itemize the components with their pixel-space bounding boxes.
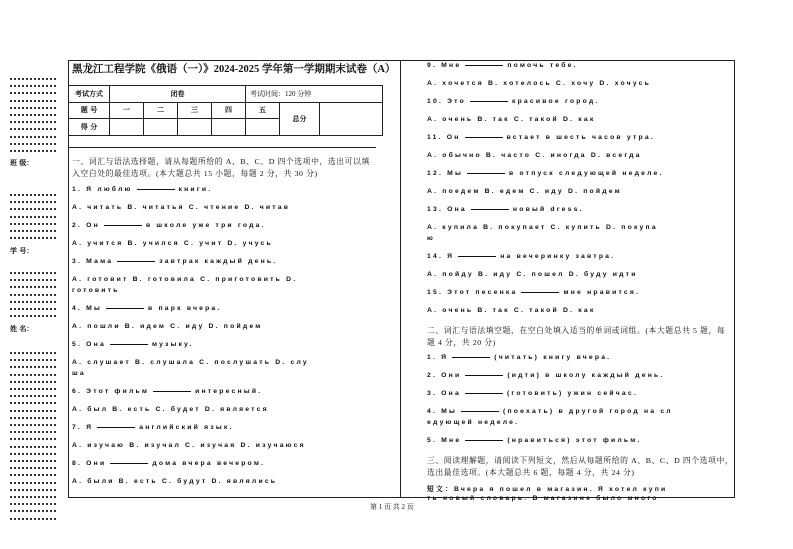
fill-question-5 xyxy=(427,437,642,444)
col-2: 二 xyxy=(144,102,178,119)
question-text: дома вчера вечером. xyxy=(152,460,266,467)
question-text: 11. Он xyxy=(427,134,461,141)
answer-options: A. изучаю B. изучал C. изучая D. изучаюся xyxy=(72,442,306,449)
answer-options: A. слушает B. слушала C. послушать D. слу xyxy=(72,359,309,366)
dotted-cut-line xyxy=(10,431,56,433)
answer-options: A. обычно B. часто C. иногда D. всегда xyxy=(427,152,642,159)
question-text: английский язык. xyxy=(139,424,234,431)
question-text: 9. Мне xyxy=(427,62,462,69)
question-text: (нравиться) этот фильм. xyxy=(507,437,642,444)
question-text: 5. Мне xyxy=(427,437,462,444)
dotted-cut-line xyxy=(10,230,56,232)
dotted-cut-line xyxy=(10,128,56,130)
answer-blank[interactable] xyxy=(465,440,503,441)
question-2 xyxy=(72,222,266,229)
dotted-cut-line xyxy=(10,482,56,484)
question-text: музыку. xyxy=(151,341,194,348)
question-text: 1. Я xyxy=(427,354,449,361)
question-text: 1. Я люблю xyxy=(72,186,133,193)
total-label: 总分 xyxy=(280,102,320,135)
question-text: 4. Мы xyxy=(72,305,103,312)
dotted-cut-line xyxy=(10,410,56,412)
dotted-cut-line xyxy=(10,136,56,138)
question-12 xyxy=(427,170,664,177)
fill-question-1 xyxy=(427,354,611,361)
answer-options: A. учится B. учился C. учит D. учусь xyxy=(72,240,273,247)
text-line: 题 4 分，共 20 分) xyxy=(427,338,496,347)
exam-mode-label: 考试方式 xyxy=(69,86,110,103)
dotted-cut-line xyxy=(10,496,56,498)
question-7 xyxy=(72,424,234,431)
question-text: на вечеринку завтра. xyxy=(500,253,616,260)
question-13 xyxy=(427,206,584,213)
answer-blank[interactable] xyxy=(465,137,503,138)
dotted-cut-line xyxy=(10,121,56,123)
dotted-cut-line xyxy=(10,417,56,419)
col-5: 五 xyxy=(246,102,280,119)
text-line: 一、词汇与语法选择题，请从每题所给的 A、B、C、D 四个选项中，选出可以填 xyxy=(72,157,370,166)
answer-options: A. очень B. так C. такой D. как xyxy=(427,307,596,314)
question-text: 10. Это xyxy=(427,98,466,105)
fill-question-3 xyxy=(427,390,638,397)
question-3 xyxy=(72,258,277,265)
text-line: едующей неделе. xyxy=(427,419,520,426)
dotted-cut-line xyxy=(10,315,56,317)
total-cell xyxy=(320,102,383,135)
question-text: красивое город. xyxy=(511,98,600,105)
dotted-cut-line xyxy=(10,279,56,281)
dotted-cut-line xyxy=(10,100,56,102)
answer-options: A. были B. есть C. будут D. являлись xyxy=(72,478,278,485)
answer-blank[interactable] xyxy=(97,427,135,428)
question-text: 2. Он xyxy=(72,222,100,229)
dotted-cut-line xyxy=(10,453,56,455)
question-text: в парк вчера. xyxy=(148,305,222,312)
question-text: 7. Я xyxy=(72,424,94,431)
answer-options: ю xyxy=(427,235,436,242)
question-text: встает в шесть часов утра. xyxy=(506,134,655,141)
dotted-cut-line xyxy=(10,446,56,448)
col-4: 四 xyxy=(212,102,246,119)
dotted-cut-line xyxy=(10,308,56,310)
exam-title: 黑龙江工程学院《俄语（一）》2024-2025 学年第一学期期末试卷（A） xyxy=(72,64,396,75)
dotted-cut-line xyxy=(10,474,56,476)
question-text: новый dress. xyxy=(512,206,584,213)
dotted-cut-line xyxy=(10,510,56,512)
answer-options: A. пошли B. идем C. иду D. пойдем xyxy=(72,323,263,330)
dotted-cut-line xyxy=(10,114,56,116)
student-id-label: 学 号： xyxy=(10,247,34,255)
answer-blank[interactable] xyxy=(117,261,155,262)
dotted-cut-line xyxy=(10,194,56,196)
question-text: 14. Я xyxy=(427,253,455,260)
dotted-cut-line xyxy=(10,286,56,288)
answer-blank[interactable] xyxy=(465,65,503,66)
answer-blank[interactable] xyxy=(110,344,148,345)
question-11 xyxy=(427,134,655,141)
question-text: 13. Она xyxy=(427,206,467,213)
answer-options: A. читать B. читатья C. чтение D. читав xyxy=(72,204,291,211)
dotted-cut-line xyxy=(10,143,56,145)
question-text: помочь тебе. xyxy=(507,62,578,69)
question-text: в школе уже три года. xyxy=(145,222,266,229)
dotted-cut-line xyxy=(10,381,56,383)
dotted-cut-line xyxy=(10,223,56,225)
answer-blank[interactable] xyxy=(470,101,508,102)
question-1 xyxy=(72,186,212,193)
answer-blank[interactable] xyxy=(110,463,148,464)
text-line: 三、阅读理解题，请阅读下列短文，然后从每题所给的 A、B、C、D 四个选项中， xyxy=(427,456,734,465)
score-cell xyxy=(246,119,280,136)
exam-mode: 闭卷 xyxy=(110,86,246,103)
question-text: 4. Мы xyxy=(427,408,458,415)
col-1: 一 xyxy=(110,102,144,119)
answer-blank[interactable] xyxy=(465,393,503,394)
dotted-cut-line xyxy=(10,352,56,354)
page-footer: 第 1 页 共 2 页 xyxy=(370,503,414,511)
answer-options: A. хочется B. хотелось C. хочу D. хочусь xyxy=(427,80,651,87)
fill-question-4 xyxy=(427,408,673,415)
answer-options: A. пойду B. иду C. пошел D. буду идти xyxy=(427,271,638,278)
question-no-label: 题 号 xyxy=(69,102,110,119)
dotted-cut-line xyxy=(10,216,56,218)
dotted-cut-line xyxy=(10,489,56,491)
answer-options: A. очень B. так C. такой D. как xyxy=(427,116,596,123)
answer-options: A. готовит B. готовила C. приготовить D. xyxy=(72,276,298,283)
question-text: 8. Они xyxy=(72,460,107,467)
dotted-cut-line xyxy=(10,467,56,469)
question-text: завтрак каждый день. xyxy=(159,258,278,265)
answer-blank[interactable] xyxy=(461,411,499,412)
score-cell xyxy=(110,119,144,136)
dotted-cut-line xyxy=(10,78,56,80)
dotted-cut-line xyxy=(10,237,56,239)
answer-options: A. был B. есть C. будет D. является xyxy=(72,406,269,413)
question-text: 3. Мама xyxy=(72,258,114,265)
answer-options: готовить xyxy=(72,287,120,294)
text-line: 选出最佳选项。(本大题总共 6 题，每题 4 分，共 24 分) xyxy=(427,468,635,477)
question-text: 2. Они xyxy=(427,372,462,379)
dotted-cut-line xyxy=(10,272,56,274)
answer-options: A. поедем B. едем C. иду D. пойдем xyxy=(427,188,622,195)
answer-blank[interactable] xyxy=(471,209,509,210)
question-text: в отпуск следующей неделе. xyxy=(509,170,664,177)
question-text: интересный. xyxy=(195,388,263,395)
question-text: 12. Мы xyxy=(427,170,464,177)
dotted-cut-line xyxy=(10,201,56,203)
dotted-cut-line xyxy=(10,107,56,109)
answer-blank[interactable] xyxy=(467,173,505,174)
score-cell xyxy=(144,119,178,136)
dotted-cut-line xyxy=(10,402,56,404)
question-8 xyxy=(72,460,265,467)
score-label: 得 分 xyxy=(69,119,110,136)
score-cell xyxy=(178,119,212,136)
question-9 xyxy=(427,62,578,69)
dotted-cut-line xyxy=(10,359,56,361)
dotted-cut-line xyxy=(10,92,56,94)
answer-blank[interactable] xyxy=(452,357,490,358)
dotted-cut-line xyxy=(10,503,56,505)
answer-options: A. купила B. покупает C. купить D. покупа xyxy=(427,224,658,231)
question-text: (готовить) ужин сейчас. xyxy=(506,390,638,397)
dotted-cut-line xyxy=(10,366,56,368)
dotted-cut-line xyxy=(10,150,56,152)
dotted-cut-line xyxy=(10,294,56,296)
divider-line xyxy=(68,147,376,148)
answer-blank[interactable] xyxy=(104,225,142,226)
question-text: 15. Этот песенка xyxy=(427,289,518,296)
question-text: мне нравится. xyxy=(563,289,641,296)
answer-blank[interactable] xyxy=(521,292,559,293)
question-text: 5. Она xyxy=(72,341,106,348)
question-text: книги. xyxy=(178,186,213,193)
dotted-cut-line xyxy=(10,388,56,390)
text-line: 入空白处的最佳选项。(本大题总共 15 小题，每题 2 分，共 30 分) xyxy=(72,169,318,178)
question-4 xyxy=(72,305,222,312)
question-text: 6. Этот фильм xyxy=(72,388,150,395)
column-divider xyxy=(400,60,401,498)
answer-blank[interactable] xyxy=(465,375,503,376)
fill-question-2 xyxy=(427,372,665,379)
answer-blank[interactable] xyxy=(458,256,496,257)
answer-blank[interactable] xyxy=(106,308,144,309)
dotted-cut-line xyxy=(10,85,56,87)
dotted-cut-line xyxy=(10,424,56,426)
question-5 xyxy=(72,341,194,348)
question-10 xyxy=(427,98,599,105)
question-text: 3. Она xyxy=(427,390,461,397)
question-15 xyxy=(427,289,640,296)
reading-passage: ть новый словарь. В магазине было много xyxy=(427,495,659,502)
exam-time: 考试时间：120 分钟 xyxy=(246,86,383,103)
score-cell xyxy=(212,119,246,136)
dotted-cut-line xyxy=(10,438,56,440)
question-text: (идти) в школу каждый день. xyxy=(507,372,665,379)
text-line: 二、词汇与语法填空题，在空白处填入适当的单词或词组。(本大题总共 5 题，每 xyxy=(427,326,726,335)
dotted-cut-line xyxy=(10,460,56,462)
answer-blank[interactable] xyxy=(153,391,191,392)
question-text: (поехать) в другой город на сл xyxy=(503,408,673,415)
question-text: (читать) книгу вчера. xyxy=(494,354,612,361)
answer-options: ша xyxy=(72,370,86,377)
dotted-cut-line xyxy=(10,374,56,376)
answer-blank[interactable] xyxy=(137,189,175,190)
dotted-cut-line xyxy=(10,208,56,210)
question-6 xyxy=(72,388,262,395)
dotted-cut-line xyxy=(10,518,56,520)
col-3: 三 xyxy=(178,102,212,119)
question-14 xyxy=(427,253,615,260)
score-table xyxy=(68,85,383,136)
dotted-cut-line xyxy=(10,301,56,303)
name-label: 姓 名： xyxy=(10,325,34,333)
reading-passage: 短文：Вчера я пошел в магазин. Я хотел купи xyxy=(427,486,668,493)
dotted-cut-line xyxy=(10,395,56,397)
class-label: 班 级： xyxy=(10,159,34,167)
